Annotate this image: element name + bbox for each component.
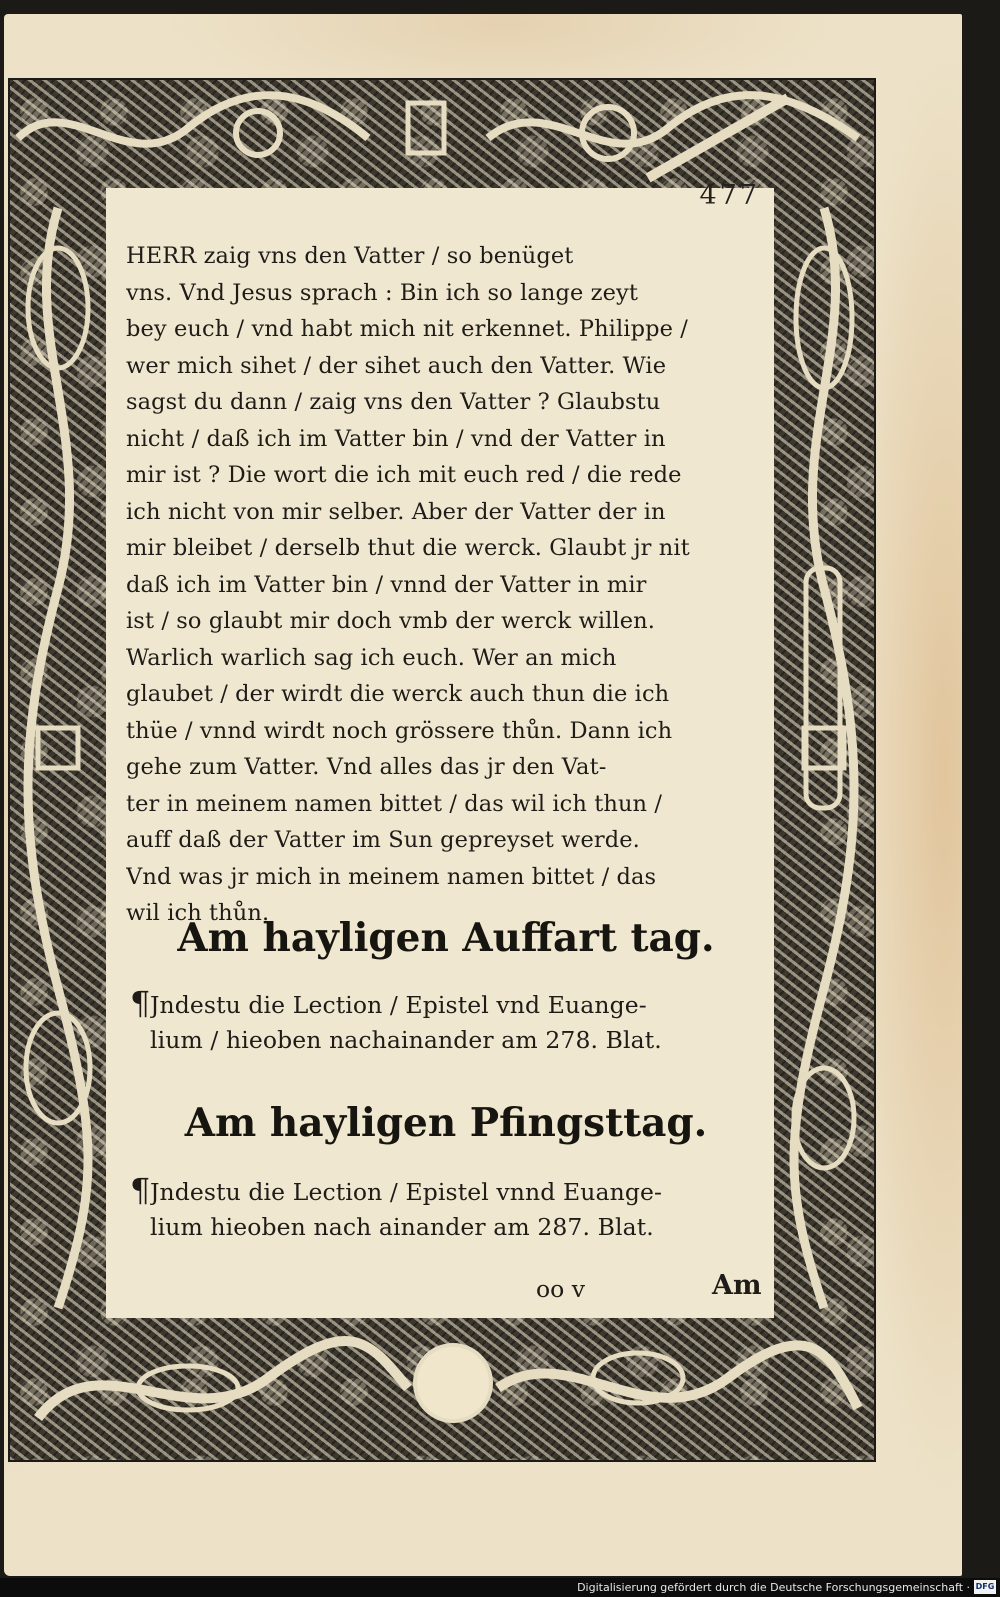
text-line: lium hieoben nach ainander am 287. Blat.: [150, 1213, 654, 1241]
left-border-ornament-icon: [8, 188, 106, 1318]
text-line: ter in meinem namen bittet / das wil ich thun /: [126, 790, 663, 817]
section-note: [130, 984, 770, 1058]
text-line: ist / so glaubt mir doch vmb der werck willen.: [126, 608, 655, 634]
text-line: bey euch / vnd habt mich nit erkennet. Philippe /: [126, 316, 688, 342]
footer-credit: Digitalisierung gefördert durch die Deutsche Forschungsgemeinschaft ·: [577, 1581, 970, 1594]
text-line: auff daß der Vatter im Sun gepreyset werde.: [126, 827, 640, 853]
text-line: glaubet / der wirdt die werck auch thun die ich: [126, 681, 670, 707]
text-line: vns. Vnd Jesus sprach : Bin ich so lange zeyt: [126, 279, 638, 306]
text-line: Jndestu die Lection / Epistel vnnd Euange-: [150, 1178, 663, 1206]
text-line: Vnd was jr mich in meinem namen bittet / das: [126, 863, 657, 890]
text-line: mir ist ? Die wort die ich mit euch red / die rede: [126, 462, 682, 488]
text-line: gehe zum Vatter. Vnd alles das jr den Vat-: [126, 754, 607, 780]
pilcrow-icon: ¶: [130, 984, 151, 1022]
text-line: HERR zaig vns den Vatter / so benüget: [126, 243, 574, 269]
catchword: Am: [712, 1270, 762, 1301]
text-line: Warlich warlich sag ich euch. Wer an mich: [126, 644, 617, 671]
bottom-border-ornament-icon: [8, 1318, 872, 1458]
section-note: [130, 1171, 770, 1245]
text-line: lium / hieoben nachainander am 278. Blat.: [150, 1026, 662, 1054]
section-heading: Am hayligen Pfingsttag.: [184, 1100, 708, 1146]
text-line: mir bleibet / derselb thut die werck. Glaubt jr nit: [126, 535, 690, 561]
text-line: wil ich thůn.: [126, 900, 270, 926]
text-line: daß ich im Vatter bin / vnnd der Vatter in mir: [126, 571, 647, 598]
text-line: wer mich sihet / der sihet auch den Vatter. Wie: [126, 352, 667, 379]
signature-mark: oo v: [536, 1275, 586, 1303]
page-number: 477: [699, 180, 760, 211]
right-border-ornament-icon: [774, 188, 872, 1318]
text-line: thüe / vnnd wirdt noch grössere thůn. Dann ich: [126, 717, 673, 744]
text-line: nicht / daß ich im Vatter bin / vnd der Vatter in: [126, 425, 666, 452]
body-text: [126, 238, 766, 932]
text-line: sagst du dann / zaig vns den Vatter ? Glaubstu: [126, 389, 661, 415]
text-line: Jndestu die Lection / Epistel vnd Euange-: [150, 991, 647, 1019]
dfg-logo-icon: DFG: [974, 1580, 996, 1594]
text-line: ich nicht von mir selber. Aber der Vatter der in: [126, 498, 666, 525]
top-border-ornament-icon: [8, 78, 872, 188]
pilcrow-icon: ¶: [130, 1171, 151, 1209]
section-heading: Am hayligen Auffart tag.: [177, 915, 715, 961]
